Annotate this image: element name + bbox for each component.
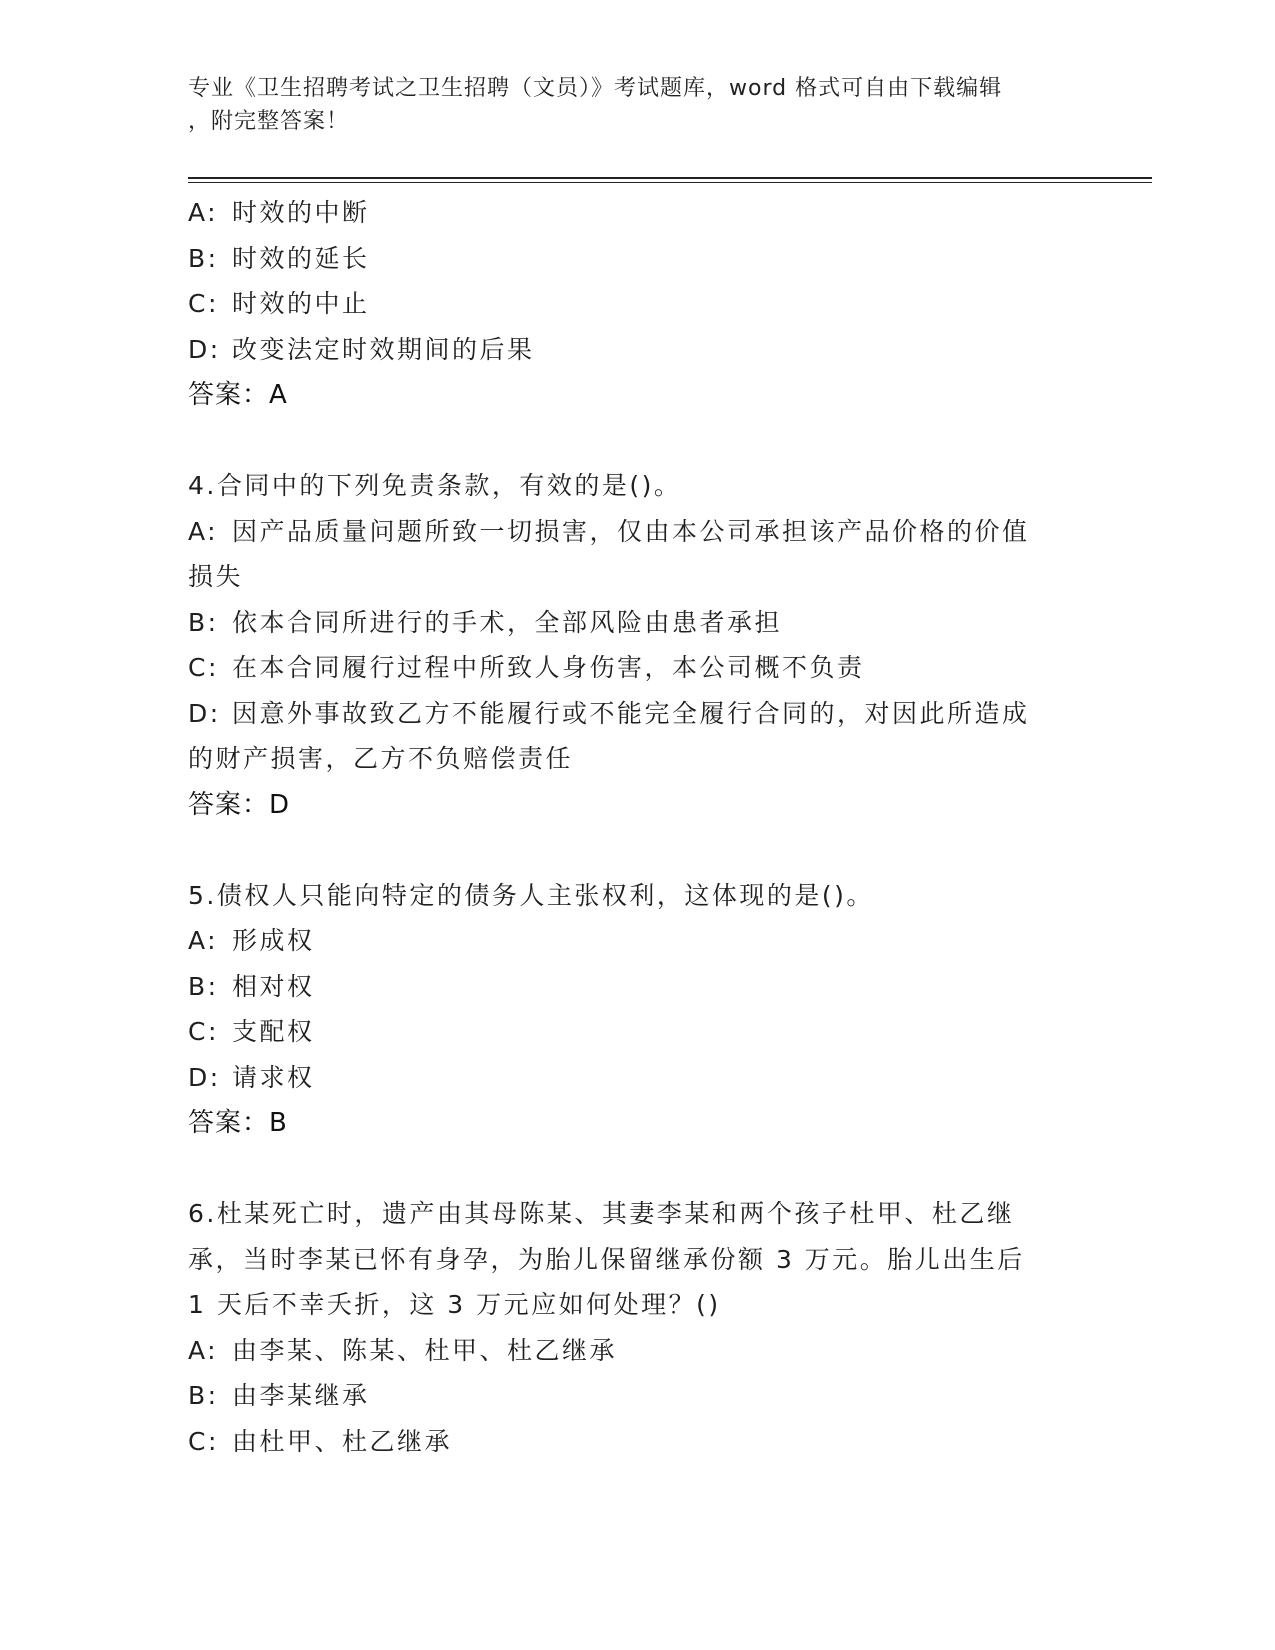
option-text: 由杜甲、杜乙继承 [232, 1426, 453, 1456]
question-5 [188, 873, 1068, 1147]
option-label: C: [188, 653, 219, 682]
option-text: 时效的中止 [232, 289, 370, 318]
option-label: A: [188, 1335, 219, 1365]
option-b [188, 236, 1068, 282]
option-text: 时效的中断 [232, 198, 370, 227]
option-text: 依本合同所进行的手术，全部风险由患者承担 [232, 607, 783, 637]
question-stem: 5.债权人只能向特定的债务人主张权利，这体现的是()。 [188, 880, 874, 910]
header-line-2: ，附完整答案！ [188, 109, 350, 134]
question-3-tail [188, 190, 1068, 418]
answer: 答案：D [188, 789, 291, 820]
option-b [188, 1373, 1068, 1419]
option-text: 请求权 [232, 1062, 315, 1092]
option-label: B: [188, 1381, 219, 1410]
option-text: 由李某继承 [232, 1381, 370, 1410]
question-stem-line-1: 6.杜某死亡时，遗产由其母陈某、其妻李某和两个孩子杜甲、杜乙继 [188, 1199, 1015, 1228]
option-c [188, 1009, 1068, 1055]
option-text: 时效的延长 [232, 243, 370, 273]
option-text: 改变法定时效期间的后果 [232, 334, 535, 364]
option-d-continuation: 的财产损害，乙方不负赔偿责任 [188, 744, 574, 773]
option-c [188, 1419, 1068, 1465]
option-label: D: [188, 1062, 221, 1092]
option-text: 因意外事故致乙方不能履行或不能完全履行合同的，对因此所造成 [232, 698, 1030, 728]
answer: 答案：A [188, 380, 288, 410]
option-label: C: [188, 289, 219, 318]
page-header [188, 72, 1068, 138]
option-text: 支配权 [232, 1017, 315, 1046]
option-b [188, 600, 1068, 646]
option-a-continuation: 损失 [188, 562, 244, 591]
option-a [188, 918, 1068, 964]
option-text: 由李某、陈某、杜甲、杜乙继承 [232, 1335, 618, 1365]
option-label: B: [188, 243, 219, 273]
option-label: D: [188, 698, 221, 728]
question-6 [188, 1191, 1068, 1464]
question-4 [188, 463, 1068, 828]
question-list [188, 190, 1068, 1464]
question-stem-line-2: 承，当时李某已怀有身孕，为胎儿保留继承份额 3 万元。胎儿出生后 [188, 1244, 1025, 1274]
answer: 答案：B [188, 1108, 288, 1138]
option-label: A: [188, 516, 219, 546]
option-text: 相对权 [232, 971, 315, 1001]
option-a [188, 190, 1068, 236]
option-c [188, 645, 1068, 691]
option-b [188, 964, 1068, 1010]
option-label: A: [188, 926, 219, 955]
header-line-1: 专业《卫生招聘考试之卫生招聘（文员）》考试题库，word 格式可自由下载编辑 [188, 76, 1003, 101]
option-label: B: [188, 971, 219, 1001]
option-label: A: [188, 198, 219, 227]
option-label: B: [188, 607, 219, 637]
option-label: C: [188, 1017, 219, 1046]
question-stem: 4.合同中的下列免责条款，有效的是()。 [188, 471, 682, 500]
option-text: 形成权 [232, 926, 315, 955]
option-a [188, 1328, 1068, 1374]
option-d [188, 691, 1068, 737]
option-text: 在本合同履行过程中所致人身伤害，本公司概不负责 [232, 653, 865, 682]
option-label: C: [188, 1426, 219, 1456]
option-a [188, 509, 1068, 555]
option-d [188, 1055, 1068, 1101]
option-c [188, 281, 1068, 327]
question-stem-line-3: 1 天后不幸夭折，这 3 万元应如何处理？() [188, 1290, 721, 1319]
option-label: D: [188, 334, 221, 364]
header-divider-thick [188, 177, 1152, 179]
header-divider-thin [188, 182, 1152, 183]
option-d [188, 327, 1068, 373]
option-text: 因产品质量问题所致一切损害，仅由本公司承担该产品价格的价值 [232, 516, 1030, 546]
